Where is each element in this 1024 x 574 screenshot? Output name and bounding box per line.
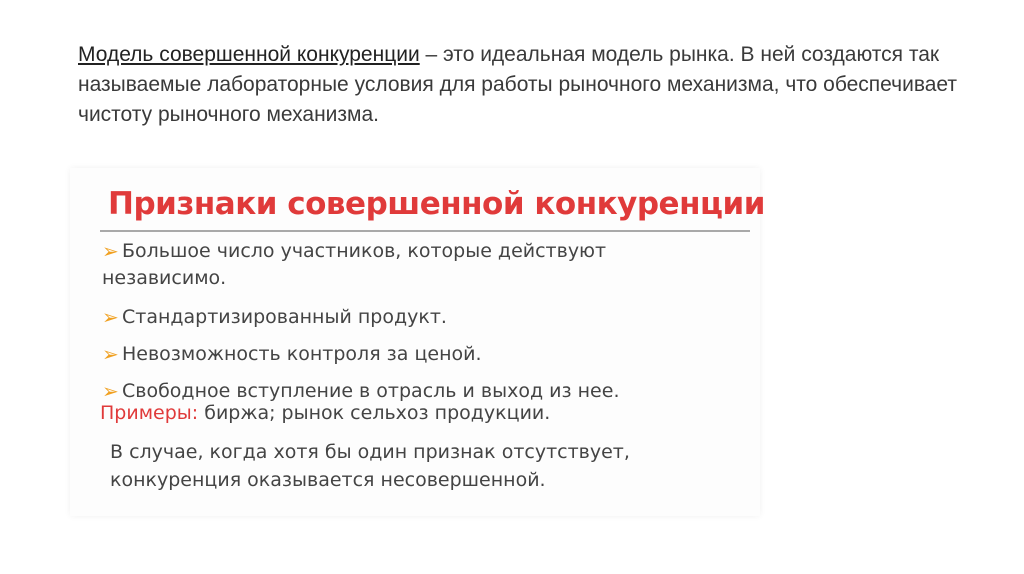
intro-text: – это идеальная модель рынка. В ней создаются так называемые лабораторные условия для работы рыночного механизма, что обеспечивает чистоту рыночного механизма. <box>78 43 958 126</box>
features-list <box>102 234 742 405</box>
arrow-bullet-icon: ➢ <box>102 342 119 366</box>
list-item-text: Свободное вступление в отрасль и выход из нее. <box>122 380 620 402</box>
title-divider <box>100 230 750 232</box>
list-item <box>102 341 742 368</box>
list-item <box>102 304 742 331</box>
list-item-text: Стандартизированный продукт. <box>122 306 447 328</box>
intro-paragraph <box>78 40 958 130</box>
arrow-bullet-icon: ➢ <box>102 305 119 329</box>
list-item <box>102 378 742 405</box>
list-item-text: Большое число участников, которые действуют <box>122 240 607 262</box>
arrow-bullet-icon: ➢ <box>102 239 119 263</box>
panel-title: Признаки совершенной конкуренции <box>108 186 765 222</box>
list-item-text: Невозможность контроля за ценой. <box>122 343 482 365</box>
arrow-bullet-icon: ➢ <box>102 379 119 403</box>
examples-line <box>100 402 550 424</box>
list-item-text-cont: независимо. <box>102 267 227 289</box>
list-item <box>102 238 742 292</box>
features-panel <box>70 168 765 516</box>
conclusion-note: В случае, когда хотя бы один признак отсутствует, конкуренция оказывается несовершенной. <box>110 441 630 491</box>
examples-text: биржа; рынок сельхоз продукции. <box>198 402 551 424</box>
examples-label: Примеры: <box>100 402 199 424</box>
intro-term: Модель совершенной конкуренции <box>78 43 420 66</box>
